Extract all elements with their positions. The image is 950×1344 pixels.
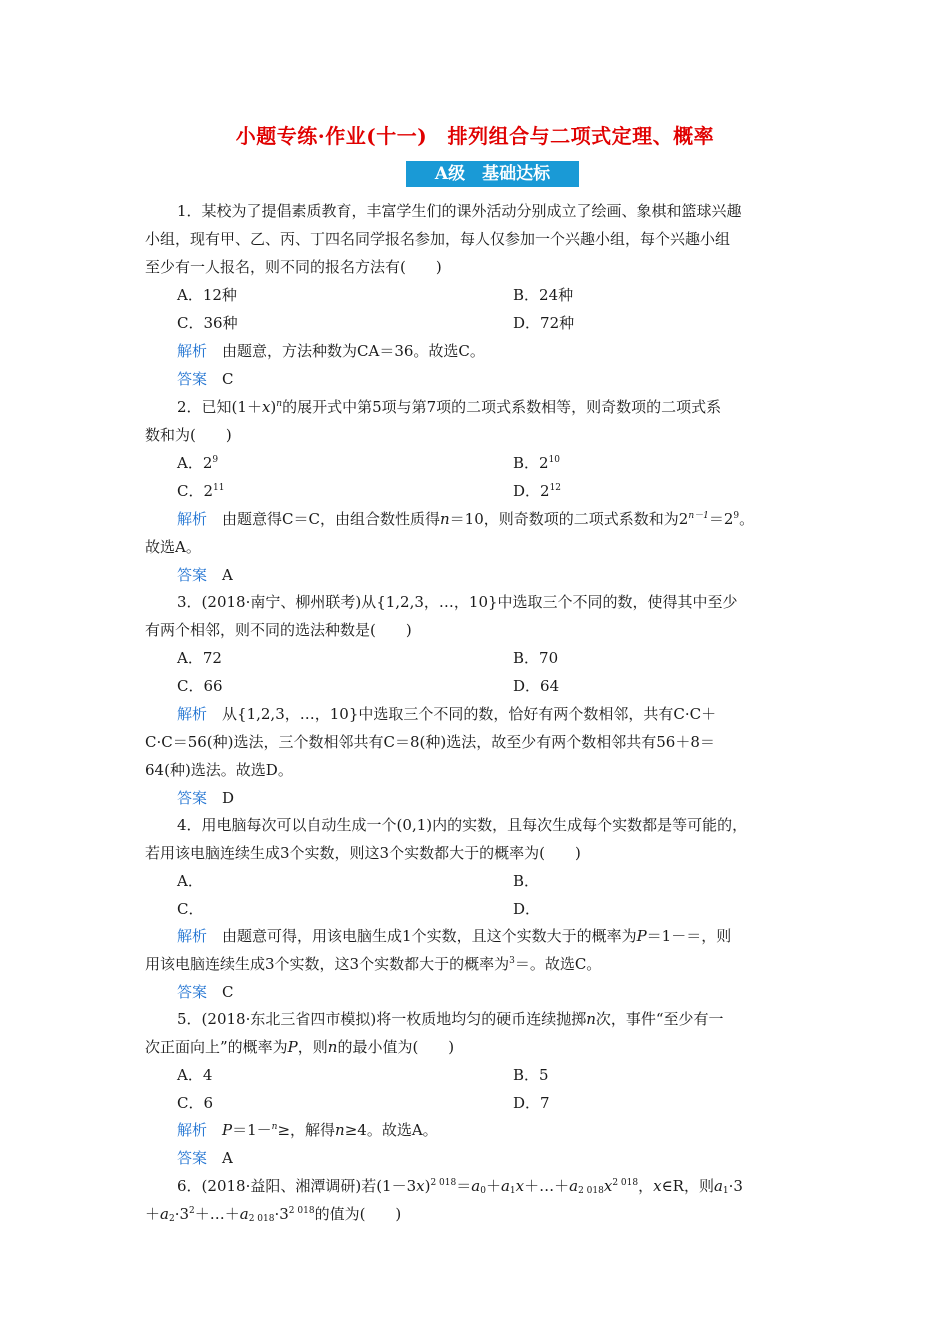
q1-option-b: B．24种 <box>513 286 574 304</box>
q4-option-c: C． <box>177 900 204 918</box>
q1-analysis <box>177 341 485 361</box>
q4-option-d: D． <box>513 900 541 918</box>
q1-stem-line1: 1．某校为了提倡素质教育，丰富学生们的课外活动分别成立了绘画、象棋和篮球兴趣 <box>177 202 742 220</box>
q2-analysis-line2: 故选A。 <box>145 538 201 556</box>
q1-answer-value: C <box>222 370 234 388</box>
q5-stem-line1: 5．(2018·东北三省四市模拟)将一枚质地均匀的硬币连续抛掷n次，事件“至少有一 <box>177 1010 724 1028</box>
q3-stem-line1: 3．(2018·南宁、柳州联考)从{1,2,3，…，10}中选取三个不同的数，使得其中至少 <box>177 593 738 611</box>
q5-option-a: A．4 <box>177 1066 213 1084</box>
q5-option-d: D．7 <box>513 1094 550 1112</box>
q2-option-c: C．$2^{11}$ <box>177 482 225 500</box>
q4-option-a: A． <box>177 872 203 890</box>
q3-option-d: D．64 <box>513 677 560 695</box>
q5-stem-line2: 次正面向上”的概率为P，则n的最小值为( ) <box>145 1038 455 1056</box>
q4-answer: 答案 C <box>177 983 234 1001</box>
q3-stem-line2: 有两个相邻，则不同的选法种数是( ) <box>145 621 412 639</box>
q2-option-b: B．$2^{10}$ <box>513 454 561 472</box>
q3-analysis-line2: C·C＝56(种)选法，三个数相邻共有C＝8(种)选法，故至少有两个数相邻共有56＋8＝ <box>145 733 715 751</box>
q2-option-d: D．$2^{12}$ <box>513 482 562 500</box>
q1-answer <box>177 369 234 389</box>
q3-analysis: 解析 从{1,2,3，…，10}中选取三个不同的数，恰好有两个数相邻，共有C·C＋ <box>177 705 717 723</box>
q3-option-c: C．66 <box>177 677 223 695</box>
q2-option-a: A．$2^9$ <box>177 454 219 472</box>
q3-answer: 答案 D <box>177 789 235 807</box>
q3-option-b: B．70 <box>513 649 559 667</box>
analysis-label: 解析 <box>177 342 208 360</box>
q2-stem-line2: 数和为( ) <box>145 426 232 444</box>
q6-stem-line2: $+a_2\cdot 3^2+\dots+a_{2 018}\cdot 3^{2 018}$的值为( ) <box>145 1205 402 1224</box>
q5-option-b: B．5 <box>513 1066 549 1084</box>
q1-analysis-text: 由题意，方法种数为CA＝36。故选C。 <box>222 342 485 360</box>
level-badge: A级 基础达标 <box>406 161 579 187</box>
q2-analysis: 解析 由题意得C＝C，由组合数性质得n＝10，则奇数项的二项式系数和为$2^{n-1}=2^9$。 <box>177 510 755 528</box>
q4-option-b: B． <box>513 872 540 890</box>
q2-answer: 答案 A <box>177 566 233 584</box>
answer-label: 答案 <box>177 370 208 388</box>
q3-analysis-line3: 64(种)选法。故选D。 <box>145 761 293 779</box>
q1-stem-line3: 至少有一人报名，则不同的报名方法有( ) <box>145 258 442 276</box>
q4-analysis: 解析 由题意可得，用该电脑生成1个实数，且这个实数大于的概率为P＝1－＝，则 <box>177 927 732 945</box>
q5-analysis: 解析 P＝1－$^n$≥，解得n≥4。故选A。 <box>177 1121 438 1139</box>
q2-stem-line1: 2．已知$(1+x)^n$的展开式中第5项与第7项的二项式系数相等，则奇数项的二项式系 <box>177 398 722 416</box>
q4-analysis-line2: 用该电脑连续生成3个实数，这3个实数都大于的概率为$^3$＝。故选C。 <box>145 955 602 973</box>
q5-answer: 答案 A <box>177 1149 233 1167</box>
page-title: 小题专练·作业(十一) 排列组合与二项式定理、概率 <box>235 124 715 148</box>
q1-option-d: D．72种 <box>513 314 575 332</box>
q6-stem-line1: 6．(2018·益阳、湘潭调研)若$(1-3x)^{2 018}=a_0+a_1x+\dots+a_{2 018}x^{2 018}$，x∈R，则$a_1\cdot 3$ <box>177 1177 743 1196</box>
q4-stem-line2: 若用该电脑连续生成3个实数，则这3个实数都大于的概率为( ) <box>145 844 581 862</box>
q1-option-c: C．36种 <box>177 314 238 332</box>
q5-option-c: C．6 <box>177 1094 214 1112</box>
q1-stem-line2: 小组，现有甲、乙、丙、丁四名同学报名参加，每人仅参加一个兴趣小组，每个兴趣小组 <box>145 230 731 248</box>
q4-stem-line1: 4．用电脑每次可以自动生成一个(0,1)内的实数，且每次生成每个实数都是等可能的， <box>177 816 748 834</box>
q3-option-a: A．72 <box>177 649 222 667</box>
q1-option-a: A．12种 <box>177 286 237 304</box>
